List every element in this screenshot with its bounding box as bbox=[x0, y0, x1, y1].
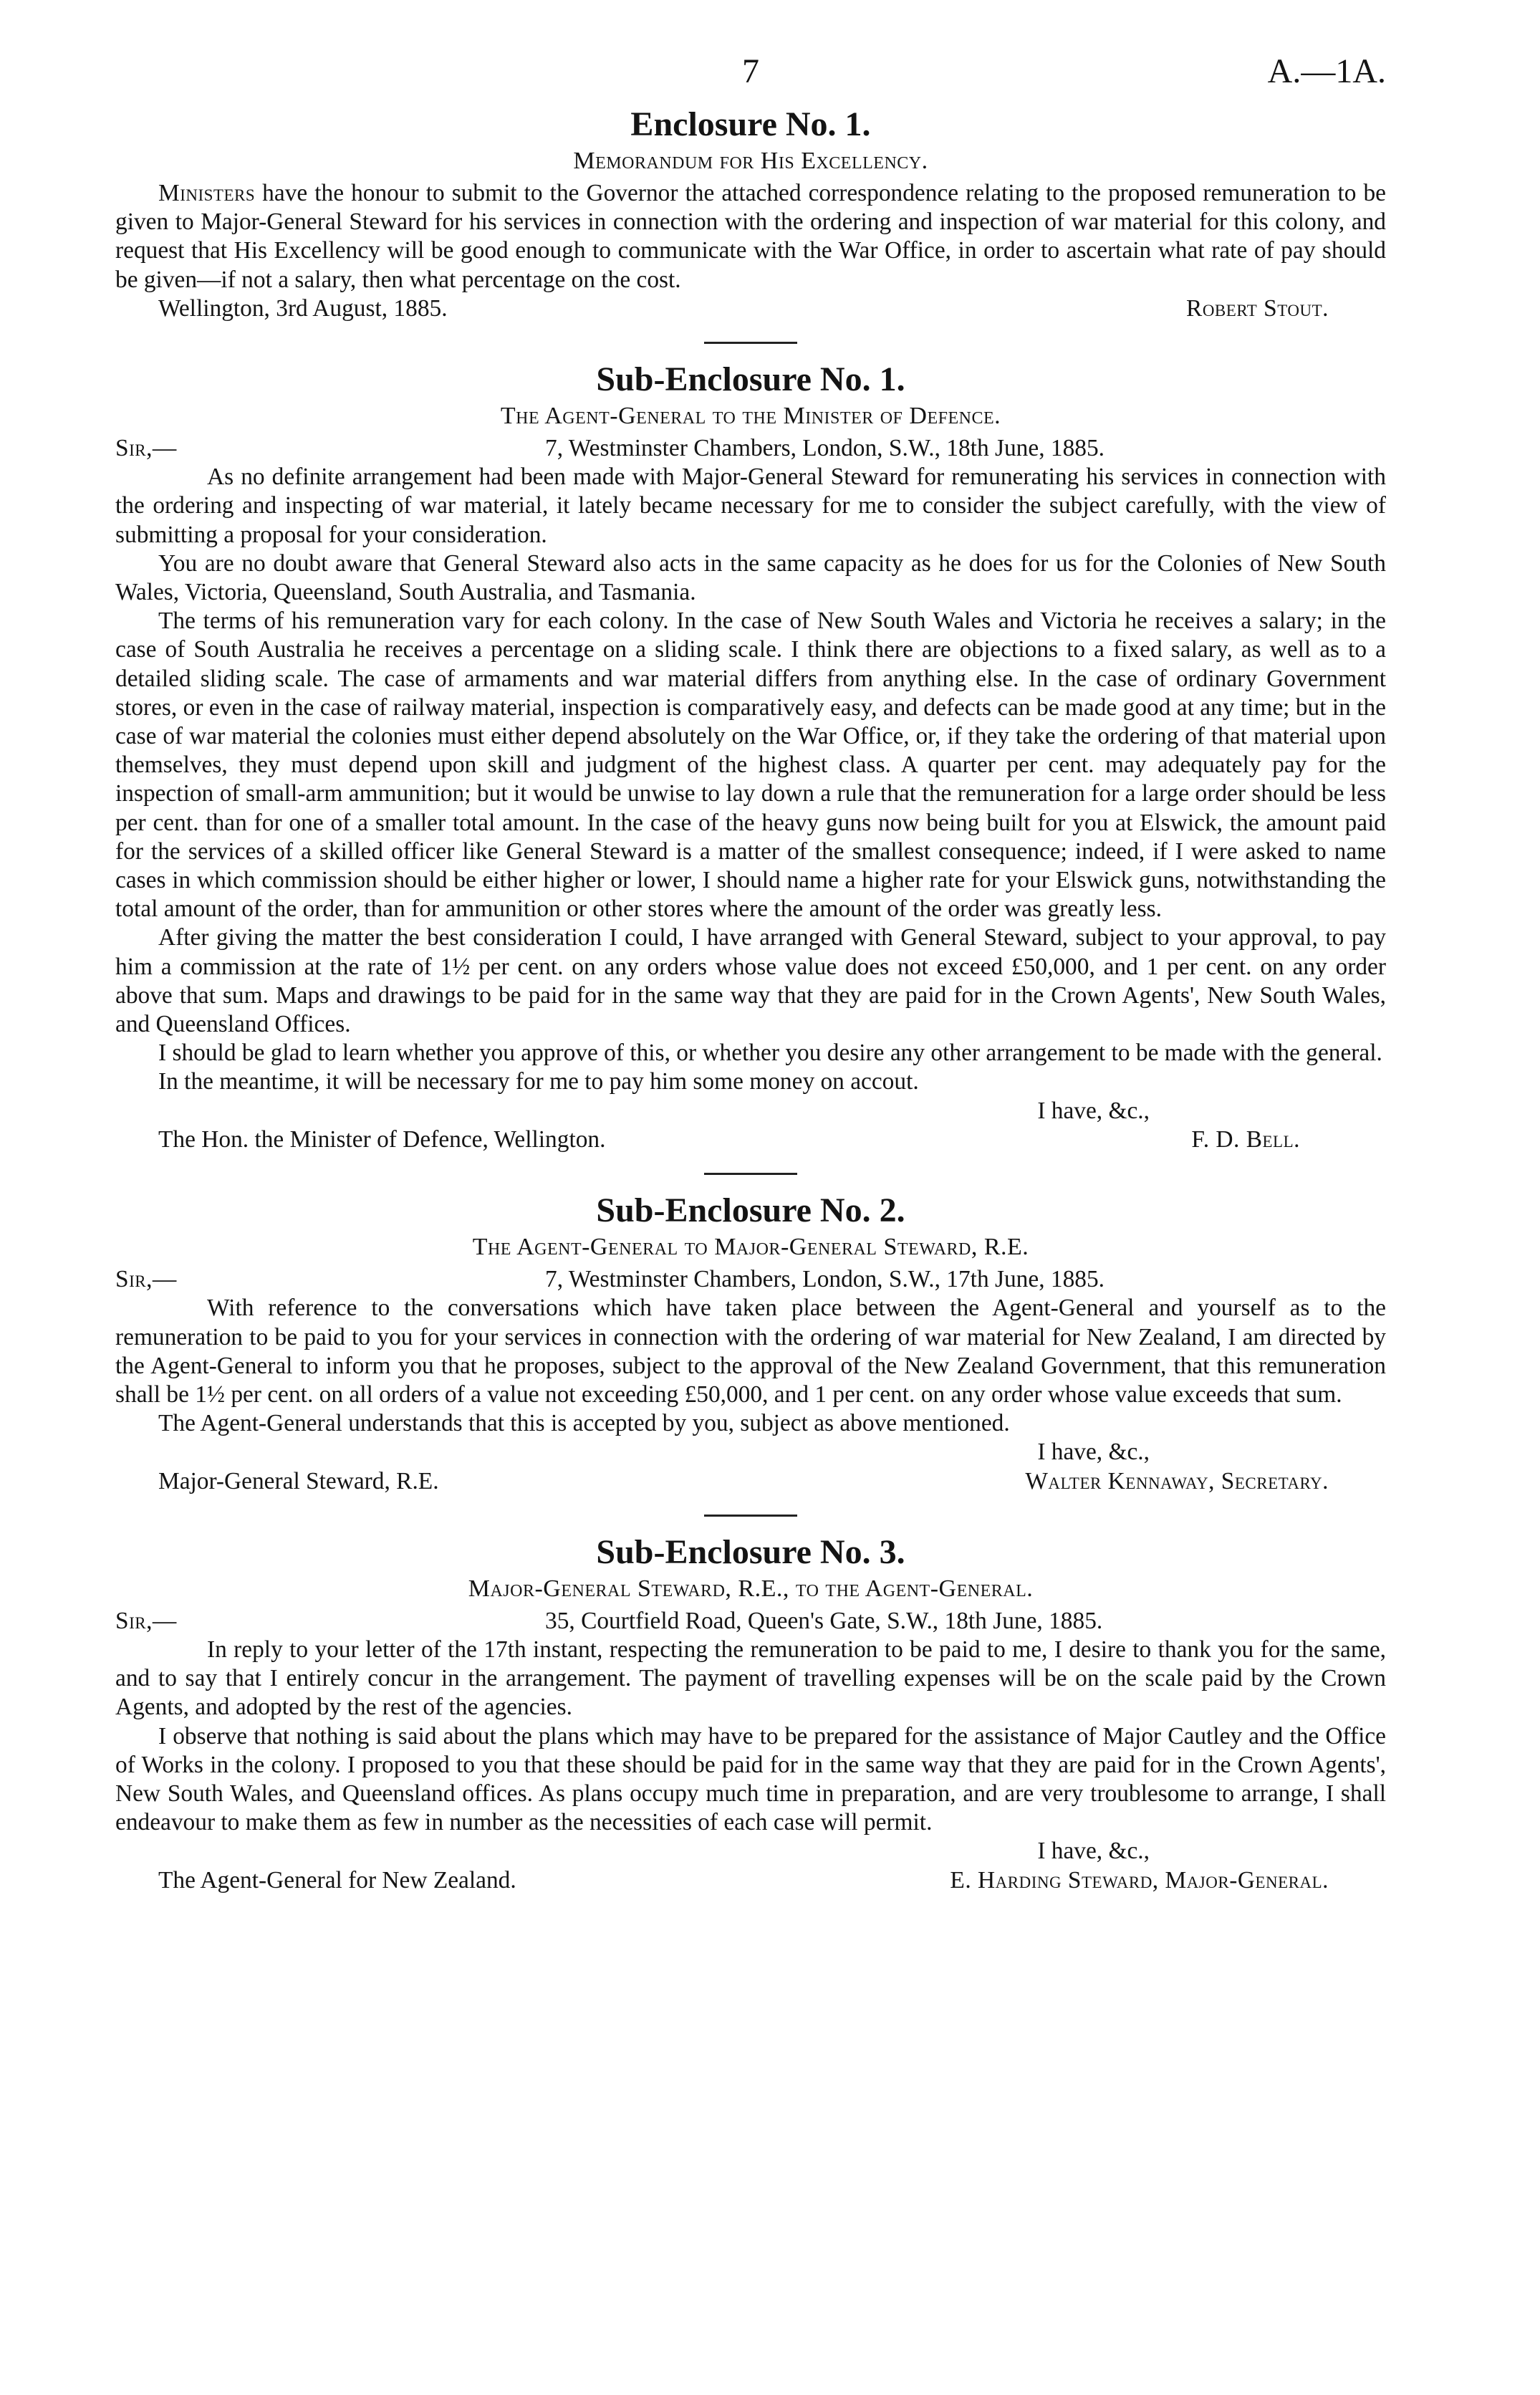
sub-enclosure-2 bbox=[115, 1189, 1386, 1496]
sub-enclosure-2-paragraph: With reference to the conversations which have taken place between the Agent-General and yourself as to the remuneration to be paid to you for your services in connection with the ordering of war material for New Zealand, I am directed by the Agent-General to inform you that he proposes, subject to the approval of the New Zealand Government, that this remuneration shall be 1½ per cent. on all orders of a value not exceeding £50,000, and 1 per cent. on any order whose value exceeds that sum. bbox=[115, 1295, 1386, 1408]
sub-enclosure-1-addressee: The Hon. the Minister of Defence, Wellington. bbox=[158, 1125, 606, 1153]
sub-enclosure-2-from-to: The Agent-General to Major-General Steward, R.E. bbox=[472, 1234, 1029, 1261]
enclosure-1-place-date: Wellington, 3rd August, 1885. bbox=[158, 294, 448, 322]
sub-enclosure-3-signoff bbox=[115, 1866, 1386, 1895]
enclosure-1-signature: Robert Stout. bbox=[1186, 294, 1329, 322]
sub-enclosure-1-from-to: The Agent-General to the Minister of Defence. bbox=[500, 403, 1001, 430]
sub-enclosure-3-paragraph: I observe that nothing is said about the plans which may have to be prepared for the assistance of Major Cautley and the Office of Works in the colony. I proposed to you that these should be paid for in the same way that they are paid for in the Crown Agents', New South Wales, and Queensland offices. As plans occupy much time in preparation, and are very troublesome to arrange, I shall endeavour to make them as few in number as the necessities of each case will permit. bbox=[115, 1722, 1386, 1836]
sub-enclosure-1-paragraph: You are no doubt aware that General Steward also acts in the same capacity as he does for us for the Colonies of New South Wales, Victoria, Queensland, South Australia, and Tasmania. bbox=[115, 549, 1386, 606]
enclosure-1 bbox=[115, 103, 1386, 323]
sub-enclosure-1-address-line bbox=[115, 434, 1386, 463]
section-divider bbox=[704, 342, 797, 344]
enclosure-1-title: Enclosure No. 1. bbox=[630, 105, 871, 143]
enclosure-1-subtitle: Memorandum for His Excellency. bbox=[573, 148, 928, 174]
sub-enclosure-2-salutation: Sir,— bbox=[115, 1266, 177, 1293]
sub-enclosure-1-paragraph: As no definite arrangement had been made with Major-General Steward for remunerating his services in connection with the ordering and inspecting of war material, it lately became necessary for me to consider the subject carefully, with the view of submitting a proposal for your consideration. bbox=[115, 464, 1386, 548]
sub-enclosure-3-addressee: The Agent-General for New Zealand. bbox=[158, 1866, 516, 1894]
sub-enclosure-1-signature: F. D. Bell. bbox=[1191, 1125, 1300, 1153]
sub-enclosure-2-title: Sub-Enclosure No. 2. bbox=[596, 1191, 905, 1230]
sub-enclosure-2-closing: I have, &c., bbox=[1037, 1439, 1150, 1466]
section-divider bbox=[704, 1173, 797, 1175]
sub-enclosure-1 bbox=[115, 358, 1386, 1154]
sub-enclosure-1-paragraph: In the meantime, it will be necessary for me to pay him some money on accout. bbox=[158, 1068, 919, 1095]
sub-enclosure-1-salutation: Sir,— bbox=[115, 435, 177, 462]
sub-enclosure-2-signoff bbox=[115, 1467, 1386, 1496]
sub-enclosure-3-signature: E. Harding Steward, Major-General. bbox=[950, 1866, 1329, 1894]
sub-enclosure-2-address-line bbox=[115, 1265, 1386, 1294]
sub-enclosure-3 bbox=[115, 1531, 1386, 1895]
sub-enclosure-2-addressee: Major-General Steward, R.E. bbox=[158, 1467, 439, 1494]
sub-enclosure-3-paragraph: In reply to your letter of the 17th instant, respecting the remuneration to be paid to me, I desire to thank you for the same, and to say that I entirely concur in the arrangement. The payment of travelling expenses will be on the scale paid by the Crown Agents, and adopted by the rest of the agencies. bbox=[115, 1636, 1386, 1721]
page-content bbox=[115, 47, 1386, 1895]
enclosure-1-body-lead: Ministers bbox=[158, 180, 256, 206]
enclosure-1-signoff bbox=[115, 294, 1386, 323]
enclosure-1-body bbox=[115, 179, 1386, 294]
page-number: 7 bbox=[742, 52, 759, 90]
sub-enclosure-3-address: 35, Courtfield Road, Queen's Gate, S.W., 18th June, 1885. bbox=[545, 1607, 1103, 1634]
sub-enclosure-1-paragraph: After giving the matter the best consideration I could, I have arranged with General Steward, subject to your approval, to pay him a commission at the rate of 1½ per cent. on any orders whose value does not exceed £50,000, and 1 per cent. on any order above that sum. Maps and drawings to be paid for in the same way that they are paid for in the Crown Agents', New South Wales, and Queensland Offices. bbox=[115, 924, 1386, 1038]
sub-enclosure-2-paragraph: The Agent-General understands that this is accepted by you, subject as above mentioned. bbox=[158, 1410, 1010, 1437]
enclosure-1-body-text: have the honour to submit to the Governor the attached correspondence relating to the proposed remuneration to be given to Major-General Steward for his services in connection with the ordering and inspection of war material for this colony, and request that His Excellency will be good enough to communicate with the War Office, in order to ascertain what rate of pay should be given—if not a salary, then what percentage on the cost. bbox=[115, 180, 1386, 293]
sub-enclosure-3-closing: I have, &c., bbox=[1037, 1838, 1150, 1865]
sub-enclosure-3-title: Sub-Enclosure No. 3. bbox=[596, 1532, 905, 1571]
sub-enclosure-1-title: Sub-Enclosure No. 1. bbox=[596, 360, 905, 399]
document-reference: A.—1A. bbox=[1267, 52, 1386, 90]
sub-enclosure-1-paragraph: The terms of his remuneration vary for each colony. In the case of New South Wales and Victoria he receives a salary; in the case of South Australia he receives a percentage on a sliding scale. I think there are objections to a fixed salary, as well as to a detailed sliding scale. The case of armaments and war material differs from anything else. In the case of ordinary Government stores, or even in the case of railway material, inspection is comparatively easy, and defects can be made good at any time; but in the case of war material the colonies must either depend absolutely on the War Office, or, if they take the ordering of that material upon themselves, they must depend upon skill and judgment of the highest class. A quarter per cent. may adequately pay for the inspection of small-arm ammunition; but it would be unwise to lay down a rule that the remuneration for a large order should be less per cent. than for one of a smaller total amount. In the case of the heavy guns now being built for you at Elswick, the amount paid for the services of a skilled officer like General Steward is a matter of the smallest consequence; indeed, if I were asked to name cases in which commission should be either higher or lower, I should name a higher rate for your Elswick guns, notwithstanding the total amount of the order, than for ammunition or other stores where the amount of the order was greatly less. bbox=[115, 608, 1386, 923]
sub-enclosure-1-closing: I have, &c., bbox=[1037, 1097, 1150, 1124]
sub-enclosure-2-signature: Walter Kennaway, Secretary. bbox=[1025, 1467, 1329, 1494]
page-header bbox=[115, 47, 1386, 103]
sub-enclosure-1-address: 7, Westminster Chambers, London, S.W., 18th June, 1885. bbox=[545, 435, 1105, 462]
sub-enclosure-1-signoff bbox=[115, 1125, 1386, 1154]
sub-enclosure-3-address-line bbox=[115, 1607, 1386, 1636]
sub-enclosure-2-address: 7, Westminster Chambers, London, S.W., 17th June, 1885. bbox=[545, 1266, 1105, 1293]
sub-enclosure-3-salutation: Sir,— bbox=[115, 1607, 177, 1634]
sub-enclosure-1-paragraph: I should be glad to learn whether you approve of this, or whether you desire any other arrangement to be made with the general. bbox=[158, 1040, 1382, 1067]
sub-enclosure-3-from-to: Major-General Steward, R.E., to the Agent-General. bbox=[468, 1575, 1034, 1602]
section-divider bbox=[704, 1515, 797, 1517]
